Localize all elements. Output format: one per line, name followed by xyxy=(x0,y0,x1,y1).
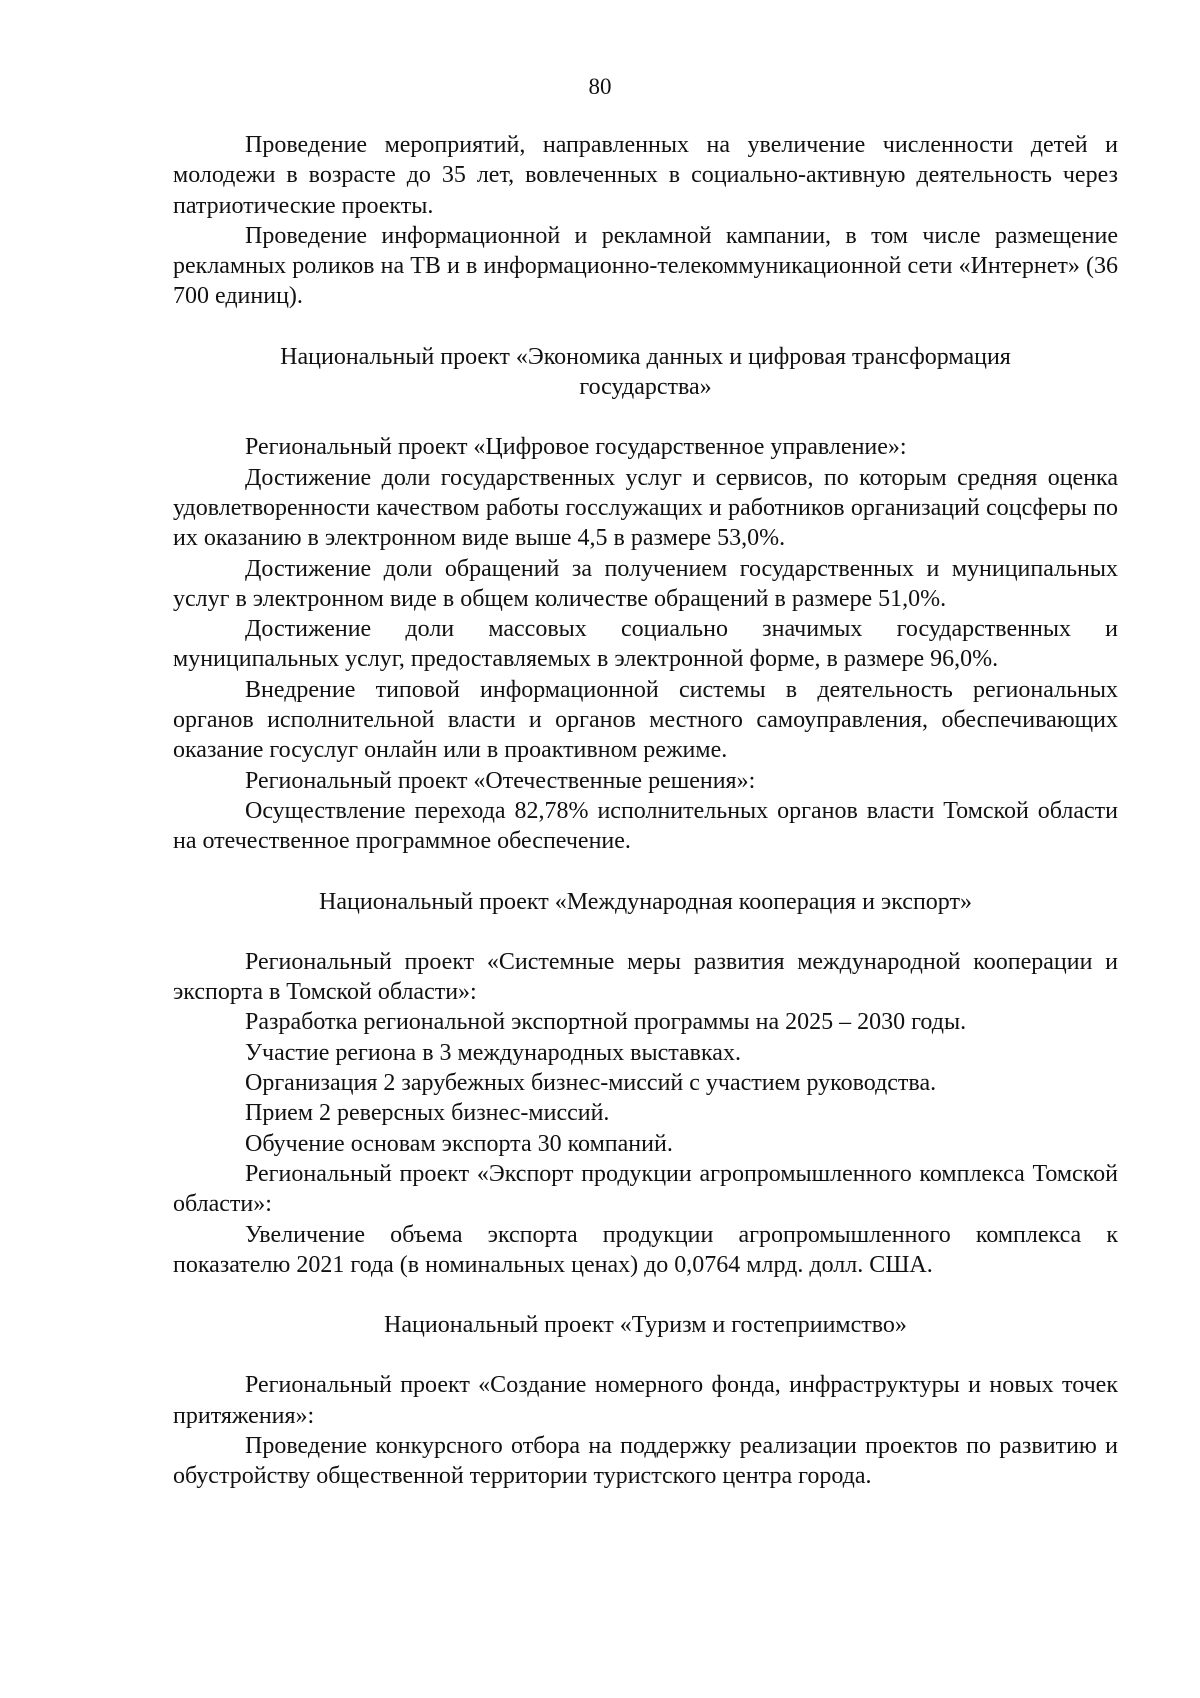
paragraph-agro-export-project: Региональный проект «Экспорт продукции агропромышленного комплекса Томской области»: xyxy=(173,1160,1118,1218)
paragraph-advertising-campaign: Проведение информационной и рекламной кампании, в том числе размещение рекламных роликов на ТВ и в информационно-телекоммуникационной сети «Интернет» (36 700 единиц). xyxy=(173,222,1118,310)
paragraph-domestic-solutions-project: Региональный проект «Отечественные решения»: xyxy=(245,767,756,794)
spacer xyxy=(173,917,1118,947)
paragraph-digital-governance-project: Региональный проект «Цифровое государственное управление»: xyxy=(245,434,907,461)
paragraph-room-fund-project: Региональный проект «Создание номерного фонда, инфраструктуры и новых точек притяжения»: xyxy=(173,1372,1118,1429)
spacer xyxy=(173,857,1118,887)
paragraph-mass-services-share: Достижение доли массовых социально значимых государственных и муниципальных услуг, предоставляемых в электронной форме, в размере 96,0%. xyxy=(173,616,1118,673)
paragraph-reverse-missions: Прием 2 реверсных бизнес-миссий. xyxy=(245,1100,610,1127)
paragraph-satisfaction-share: Достижение доли государственных услуг и сервисов, по которым средняя оценка удовлетворенности качеством работы госслужащих и работников организаций соцсферы по их оказанию в электронном виде выше 4,5 в размере 53,0%. xyxy=(173,464,1118,552)
paragraph-export-training: Обучение основам экспорта 30 компаний. xyxy=(245,1130,673,1157)
paragraph-foreign-missions: Организация 2 зарубежных бизнес-миссий с участием руководства. xyxy=(245,1070,937,1097)
heading-digital-economy-line1: Национальный проект «Экономика данных и цифровая трансформация xyxy=(280,343,1011,370)
paragraph-domestic-software: Осуществление перехода 82,78% исполнительных органов власти Томской области на отечественное программное обеспечение. xyxy=(173,797,1118,855)
paragraph-typical-info-system: Внедрение типовой информационной системы в деятельность региональных органов исполнительной власти и органов местного самоуправления, обеспечивающих оказание госуслуг онлайн или в проактивном режиме. xyxy=(173,676,1118,764)
heading-international-cooperation: Национальный проект «Международная кооперация и экспорт» xyxy=(319,888,972,915)
page-number: 80 xyxy=(588,74,612,99)
spacer xyxy=(173,1280,1118,1310)
paragraph-agro-export-volume: Увеличение объема экспорта продукции агропромышленного комплекса к показателю 2021 года (в номинальных ценах) до 0,0764 млрд. долл. США. xyxy=(173,1221,1118,1278)
heading-tourism: Национальный проект «Туризм и гостеприимство» xyxy=(384,1312,907,1339)
document-body xyxy=(173,130,1118,1492)
paragraph-exhibitions: Участие региона в 3 международных выставках. xyxy=(245,1039,741,1066)
heading-digital-economy-line2: государства» xyxy=(579,374,712,401)
paragraph-export-measures-project: Региональный проект «Системные меры развития международной кооперации и экспорта в Томской области»: xyxy=(173,948,1118,1006)
spacer xyxy=(173,312,1118,342)
paragraph-patriotic-projects: Проведение мероприятий, направленных на увеличение численности детей и молодежи в возрасте до 35 лет, вовлеченных в социально-активную деятельность через патриотические проекты. xyxy=(173,132,1118,219)
paragraph-electronic-requests-share: Достижение доли обращений за получением государственных и муниципальных услуг в электронном виде в общем количестве обращений в размере 51,0%. xyxy=(173,555,1118,612)
paragraph-export-program: Разработка региональной экспортной программы на 2025 – 2030 годы. xyxy=(245,1009,967,1036)
paragraph-competitive-selection: Проведение конкурсного отбора на поддержку реализации проектов по развитию и обустройству общественной территории туристского центра города. xyxy=(173,1432,1118,1490)
spacer xyxy=(173,1340,1118,1370)
spacer xyxy=(173,402,1118,432)
